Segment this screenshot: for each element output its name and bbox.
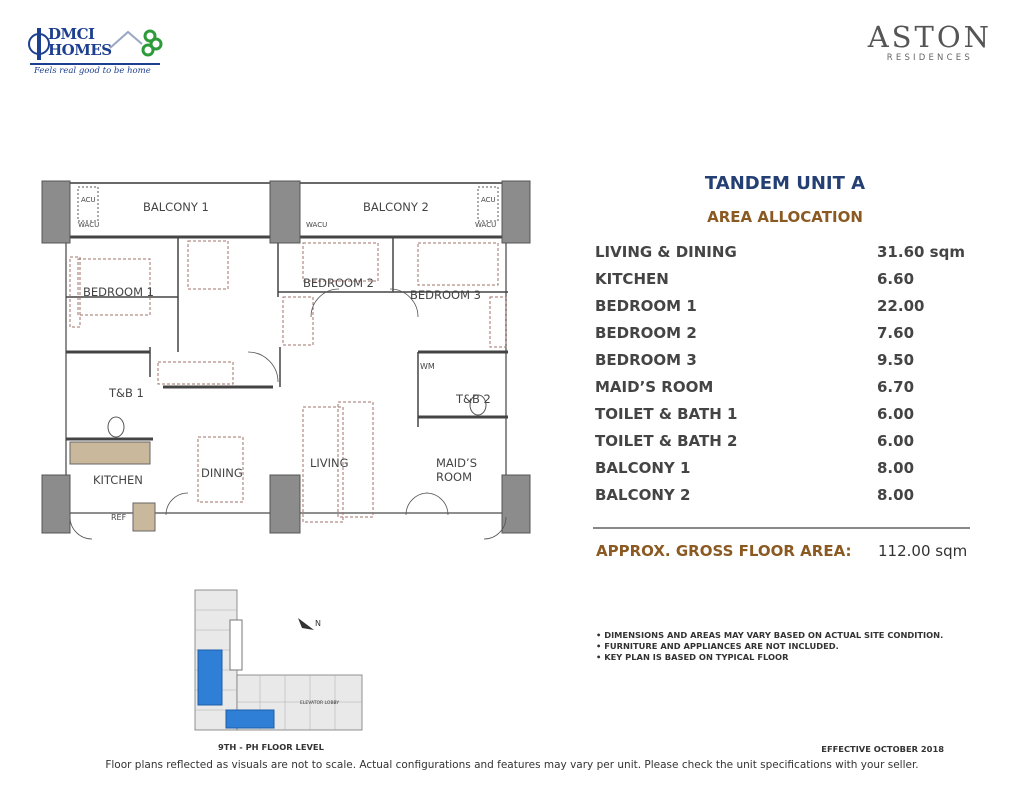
effective-date: EFFECTIVE OCTOBER 2018 — [821, 744, 944, 754]
unit-floor-plan — [38, 177, 538, 562]
room-label-wm: WM — [420, 362, 435, 371]
area-value: 31.60 sqm — [877, 243, 965, 261]
room-label-kitchen: KITCHEN — [93, 473, 143, 487]
area-label: MAID’S ROOM — [595, 378, 714, 396]
project-logo — [868, 22, 992, 63]
area-row — [595, 405, 970, 432]
room-label-acu-2: ACU — [481, 196, 496, 204]
area-row — [595, 243, 970, 270]
elevator-lobby-label: ELEVATOR LOBBY — [300, 701, 340, 706]
area-value: 8.00 — [877, 459, 915, 477]
room-label-balcony-2: BALCONY 2 — [363, 200, 429, 214]
area-value: 6.00 — [877, 405, 915, 423]
area-label: LIVING & DINING — [595, 243, 737, 261]
north-arrow-label: N — [315, 619, 321, 628]
room-label-wacu-3: WACU — [475, 221, 497, 229]
area-label: TOILET & BATH 2 — [595, 432, 738, 450]
room-label-dining: DINING — [201, 466, 243, 480]
key-plan-label: 9TH - PH FLOOR LEVEL — [218, 742, 324, 752]
area-value: 7.60 — [877, 324, 915, 342]
key-plan-drawing — [190, 580, 390, 740]
area-row — [595, 297, 970, 324]
room-label-ref: REF — [111, 513, 127, 522]
area-label: TOILET & BATH 1 — [595, 405, 738, 423]
room-label-maids-1: MAID’S — [436, 456, 477, 470]
area-label: KITCHEN — [595, 270, 669, 288]
note-item: • FURNITURE AND APPLIANCES ARE NOT INCLUDED. — [596, 641, 839, 651]
note-item: • DIMENSIONS AND AREAS MAY VARY BASED ON ACTUAL SITE CONDITION. — [596, 630, 944, 640]
area-label: BEDROOM 1 — [595, 297, 697, 315]
area-row — [595, 378, 970, 405]
logo-house-icon — [108, 26, 164, 62]
unit-title: TANDEM UNIT A — [704, 173, 866, 194]
room-label-wacu-2: WACU — [306, 221, 328, 229]
room-label-tb1: T&B 1 — [109, 386, 144, 400]
area-label: BALCONY 2 — [595, 486, 691, 504]
room-label-bedroom-2: BEDROOM 2 — [303, 276, 374, 290]
area-value: 22.00 — [877, 297, 925, 315]
room-label-maids-2: ROOM — [436, 470, 473, 484]
project-subtitle: RESIDENCES — [886, 53, 973, 63]
area-row — [595, 270, 970, 297]
room-label-tb2: T&B 2 — [456, 392, 491, 406]
area-row — [595, 459, 970, 486]
logo-wordmark: DMCI HOMES — [48, 25, 112, 59]
gross-floor-area-value: 112.00 sqm — [878, 542, 968, 560]
area-row — [595, 432, 970, 459]
area-value: 6.70 — [877, 378, 915, 396]
room-label-bedroom-1: BEDROOM 1 — [83, 285, 154, 299]
area-value: 6.60 — [877, 270, 915, 288]
logo-tagline: Feels real good to be home — [34, 66, 151, 76]
room-label-bedroom-3: BEDROOM 3 — [410, 288, 481, 302]
gross-floor-area-label: APPROX. GROSS FLOOR AREA: — [596, 542, 852, 560]
table-divider — [593, 527, 970, 529]
note-item: • KEY PLAN IS BASED ON TYPICAL FLOOR — [596, 652, 789, 662]
floor-plan-drawing — [38, 177, 538, 562]
area-label: BEDROOM 3 — [595, 351, 697, 369]
area-value: 8.00 — [877, 486, 915, 504]
area-row — [595, 486, 970, 513]
room-label-balcony-1: BALCONY 1 — [143, 200, 209, 214]
logo-emblem-icon — [28, 24, 50, 64]
logo-underline — [30, 63, 160, 65]
area-allocation-table — [595, 243, 970, 513]
key-plan — [190, 580, 390, 740]
area-label: BALCONY 1 — [595, 459, 691, 477]
developer-logo — [28, 22, 178, 77]
room-label-living: LIVING — [310, 456, 349, 470]
footer-disclaimer: Floor plans reflected as visuals are not to scale. Actual configurations and features may vary per unit. Please check the unit specifications with your seller. — [105, 759, 919, 771]
room-label-acu-1: ACU — [81, 196, 96, 204]
area-value: 9.50 — [877, 351, 915, 369]
area-allocation-heading: AREA ALLOCATION — [707, 208, 863, 226]
project-name: ASTON — [867, 20, 992, 54]
area-label: BEDROOM 2 — [595, 324, 697, 342]
area-row — [595, 351, 970, 378]
area-row — [595, 324, 970, 351]
notes — [596, 630, 943, 663]
room-label-wacu-1: WACU — [78, 221, 100, 229]
area-value: 6.00 — [877, 432, 915, 450]
